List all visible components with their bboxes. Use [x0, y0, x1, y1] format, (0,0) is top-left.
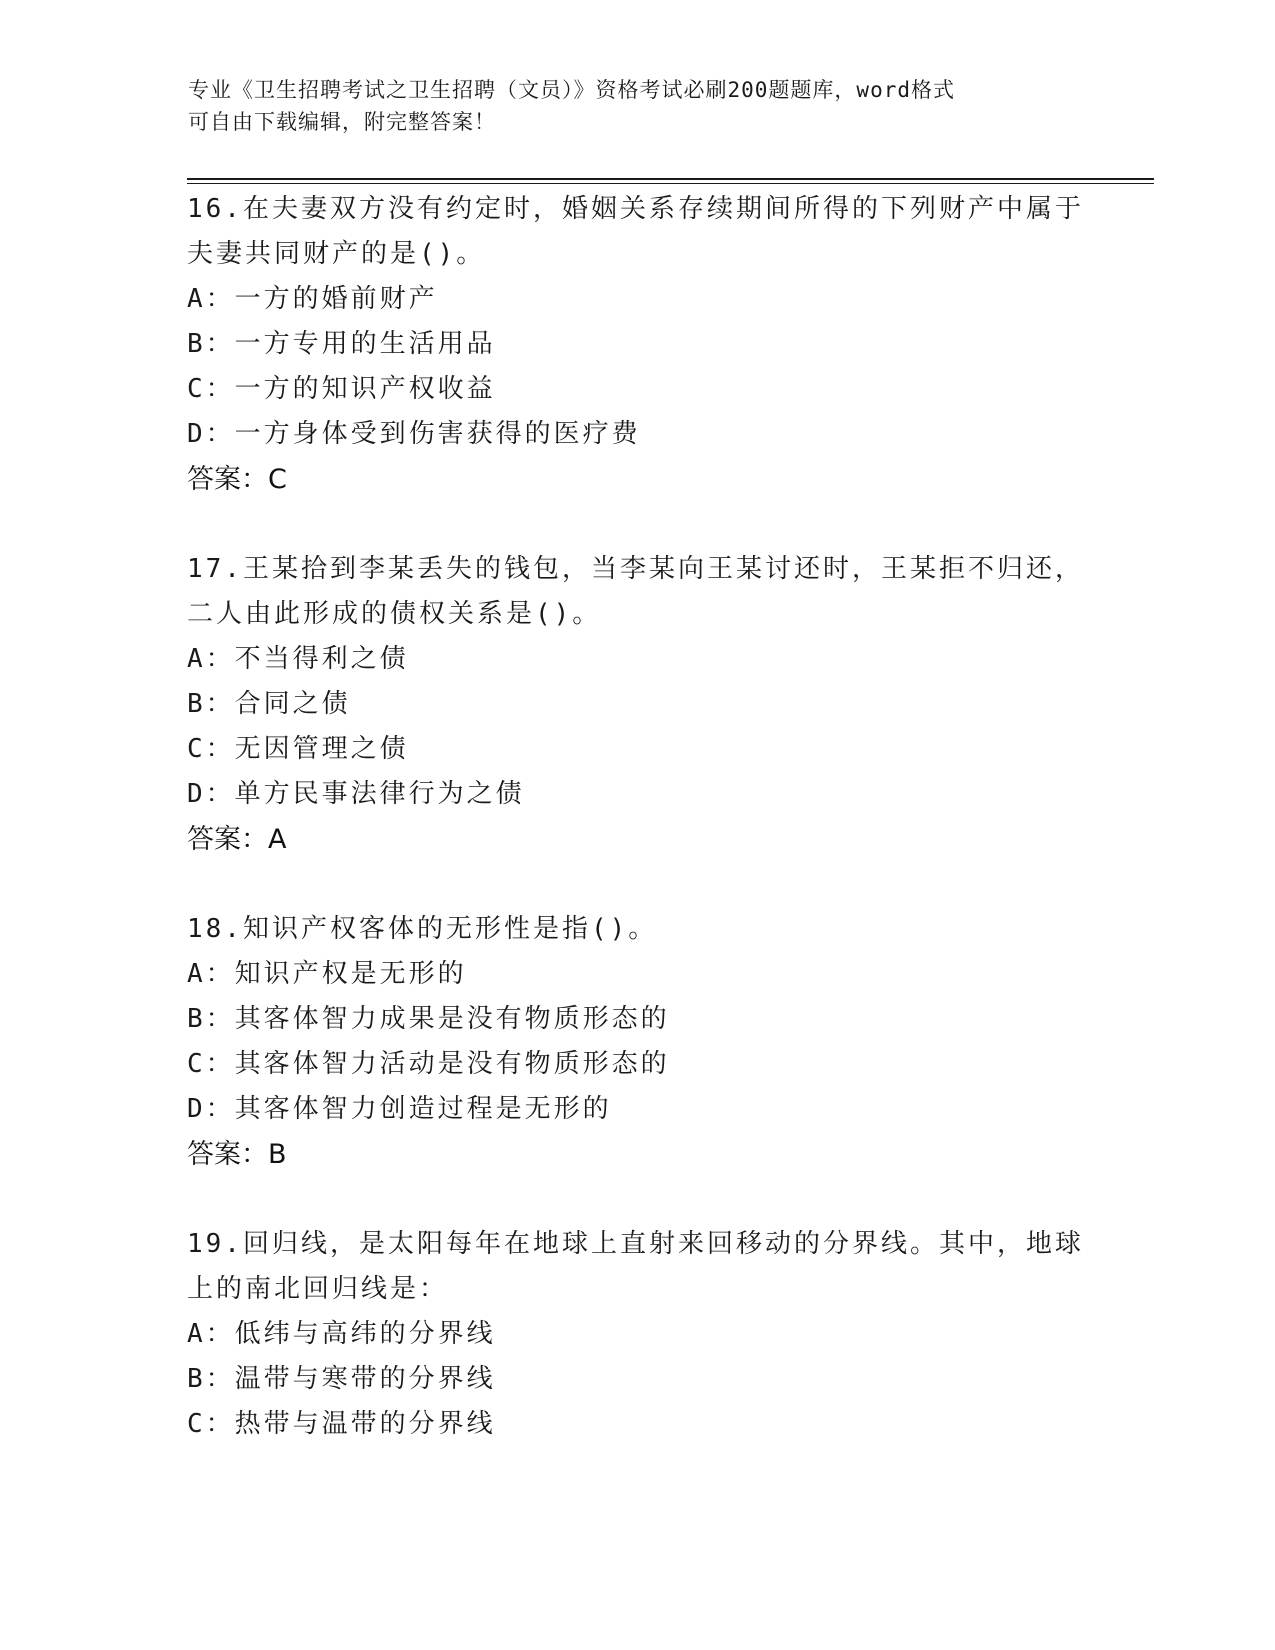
header-divider-top [187, 178, 1154, 180]
option-a: A：低纬与高纬的分界线 [187, 1319, 496, 1349]
question-stem-line: 上的南北回归线是： [187, 1274, 449, 1304]
answer-line: 答案：C [187, 464, 287, 495]
option-d: D：一方身体受到伤害获得的医疗费 [187, 419, 641, 449]
option-a: A：不当得利之债 [187, 644, 409, 674]
question-stem-line: 19.回归线，是太阳每年在地球上直射来回移动的分界线。其中，地球 [187, 1229, 1084, 1259]
header-line-1: 专业《卫生招聘考试之卫生招聘（文员）》资格考试必刷200题题库，word格式 [188, 78, 955, 102]
document-header [188, 74, 1088, 138]
option-c: C：热带与温带的分界线 [187, 1409, 496, 1439]
answer-line: 答案：B [187, 1139, 287, 1170]
question-stem-line: 17.王某拾到李某丢失的钱包，当李某向王某讨还时，王某拒不归还， [187, 554, 1084, 584]
header-line-2: 可自由下载编辑，附完整答案！ [188, 110, 496, 134]
question-spacer [187, 1178, 1087, 1222]
question-stem-line: 18.知识产权客体的无形性是指()。 [187, 914, 658, 944]
header-divider-bottom [187, 183, 1154, 184]
option-b: B：温带与寒带的分界线 [187, 1364, 496, 1394]
option-b: B：其客体智力成果是没有物质形态的 [187, 1004, 670, 1034]
option-d: D：其客体智力创造过程是无形的 [187, 1094, 612, 1124]
question-16 [187, 187, 1087, 503]
question-spacer [187, 863, 1087, 907]
option-b: B：合同之债 [187, 689, 351, 719]
question-stem-line: 二人由此形成的债权关系是()。 [187, 599, 602, 629]
option-d: D：单方民事法律行为之债 [187, 779, 525, 809]
option-b: B：一方专用的生活用品 [187, 329, 496, 359]
question-18 [187, 907, 1087, 1178]
option-c: C：无因管理之债 [187, 734, 409, 764]
answer-line: 答案：A [187, 824, 287, 855]
question-19 [187, 1222, 1087, 1447]
question-spacer [187, 503, 1087, 547]
option-a: A：一方的婚前财产 [187, 284, 438, 314]
option-c: C：一方的知识产权收益 [187, 374, 496, 404]
question-stem-line: 16.在夫妻双方没有约定时，婚姻关系存续期间所得的下列财产中属于 [187, 194, 1084, 224]
option-a: A：知识产权是无形的 [187, 959, 467, 989]
question-stem-line: 夫妻共同财产的是()。 [187, 239, 486, 269]
question-list [187, 187, 1087, 1447]
question-17 [187, 547, 1087, 863]
option-c: C：其客体智力活动是没有物质形态的 [187, 1049, 670, 1079]
